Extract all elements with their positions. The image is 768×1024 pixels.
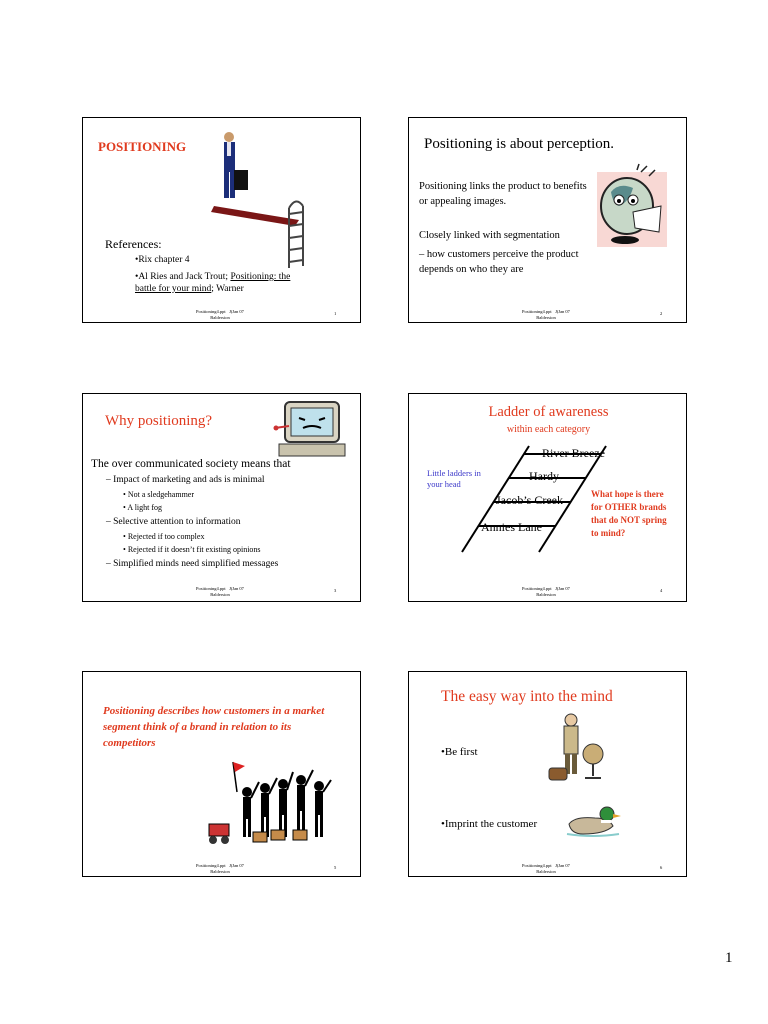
bullet-1: – Impact of marketing and ads is minimal [106,475,265,485]
bullet-1a-text: Not a sledgehammer [127,490,195,499]
reference-2-suffix: ; Warner [211,284,244,294]
bullet-2: – Selective attention to information [106,517,241,527]
footer-author: Baldersion [210,315,230,320]
side-note: Little ladders in your head [427,468,481,489]
slide-1 [82,117,361,323]
slide-2 [408,117,687,323]
bullet-1a: • Not a sledgehammer [123,490,195,499]
sick-computer-icon [273,398,353,464]
slide-6 [408,671,687,877]
bullet-imprint: •Imprint the customer [441,818,538,830]
slide-number: 1 [334,311,337,316]
question-text: What hope is there for OTHER brands that do NOT spring to mind? [591,489,667,538]
footer-author: Baldersion [536,869,556,874]
explorer-globe-icon [547,712,609,786]
reference-2-book-title-part1: Positioning: the [230,272,291,282]
slide-3 [82,393,361,602]
slide-subtitle: within each category [506,424,591,435]
slide-title: Why positioning? [105,413,213,429]
reference-2 [135,271,325,295]
footer-date: J(Jan 07 [555,863,570,868]
footer-date: J(Jan 07 [229,309,244,314]
slide-footer [180,309,260,321]
slide-number: 3 [334,588,337,593]
footer-author: Baldersion [210,592,230,597]
references-label: References: [105,237,162,251]
slide-number: 2 [660,311,663,316]
paragraph-2: Closely linked with segmentation [419,230,560,241]
bullet-be-first: •Be first [441,746,478,758]
rung-2: Hardy [529,469,559,483]
bullet-2b-text: Rejected if it doesn’t fit existing opinions [127,545,261,554]
rung-1: River Breeze [542,446,605,460]
quote-text: Positioning describes how customers in a market segment think of a brand in relation to its competitors [103,705,325,749]
slide-number: 6 [660,865,663,870]
bullet-2b: • Rejected if it doesn’t fit existing opinions [123,545,261,554]
footer-file: Positioning4.ppt [522,309,552,314]
footer-file: Positioning4.ppt [196,586,226,591]
footer-file: Positioning4.ppt [196,863,226,868]
footer-date: J(Jan 07 [555,586,570,591]
footer-author: Baldersion [210,869,230,874]
slide-5 [82,671,361,877]
slide-footer [180,586,260,598]
slide-title: Ladder of awareness [488,404,609,420]
slide-title: Positioning is about perception. [424,136,614,152]
footer-file: Positioning4.ppt [522,586,552,591]
paragraph-3: – how customers perceive the product depends on who they are [419,249,579,275]
bullet-2a: • Rejected if too complex [123,532,205,541]
slide-title: POSITIONING [98,139,187,154]
footer-author: Baldersion [536,315,556,320]
footer-file: Positioning4.ppt [196,309,226,314]
page-number: 1 [725,950,733,966]
slide-title: The easy way into the mind [441,688,613,705]
footer-date: J(Jan 07 [555,309,570,314]
slide-footer [506,309,586,321]
slide-footer [506,586,586,598]
cheering-crowd-icon [207,758,337,848]
slide-footer [180,863,260,875]
reference-1: •Rix chapter 4 [135,255,190,265]
reference-2-book-title-part2: battle for your mind [135,284,212,294]
duck-icon [565,804,621,838]
diving-board-businessman-icon [209,128,329,278]
slide-number: 5 [334,865,337,870]
reference-2-prefix: •Al Ries and Jack Trout; [135,272,231,282]
slide-4 [408,393,687,602]
slide-footer [506,863,586,875]
bullet-2a-text: Rejected if too complex [127,532,205,541]
footer-author: Baldersion [536,592,556,597]
footer-date: J(Jan 07 [229,863,244,868]
slide-number: 4 [660,588,663,593]
rung-4: Annies Lane [481,520,542,534]
footer-file: Positioning4.ppt [522,863,552,868]
intro-text: The over communicated society means that [91,458,291,470]
paragraph-1: Positioning links the product to benefits or appealing images. [419,181,587,207]
bullet-1b-text: A light fog [127,503,163,512]
rung-3: Jacob’s Creek [496,493,563,507]
footer-date: J(Jan 07 [229,586,244,591]
bullet-1b: • A light fog [123,503,163,512]
bullet-3: – Simplified minds need simplified messages [106,559,279,569]
worried-globe-icon [589,162,669,252]
